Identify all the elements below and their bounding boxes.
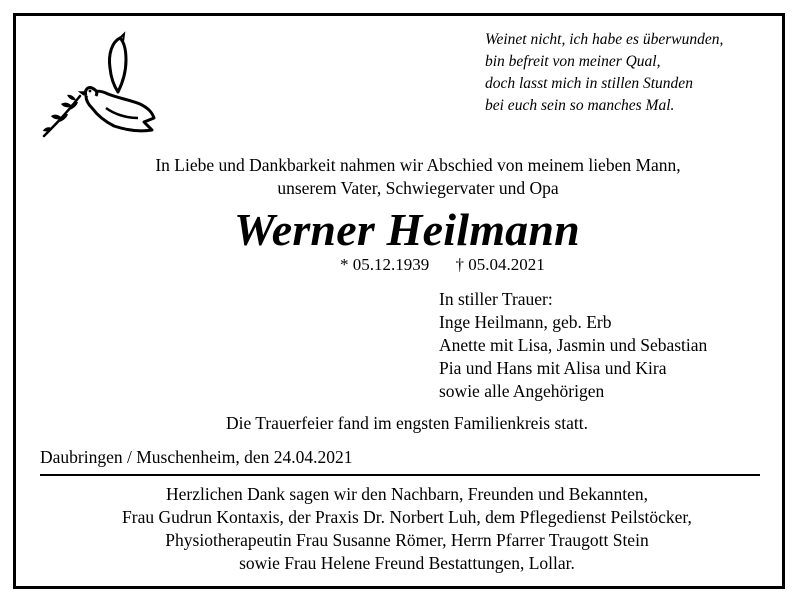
divider-line xyxy=(40,474,760,476)
thanks-line: sowie Frau Helene Freund Bestattungen, Lollar. xyxy=(239,553,575,573)
death-date: † 05.04.2021 xyxy=(455,255,545,274)
poem-line: bin befreit von meiner Qual, xyxy=(485,53,661,70)
thanks-line: Herzlichen Dank sagen wir den Nachbarn, Freunden und Bekannten, xyxy=(165,484,649,504)
poem-line: doch lasst mich in stillen Stunden xyxy=(485,75,693,92)
mourners-list xyxy=(439,288,707,403)
mourner-line: sowie alle Angehörigen xyxy=(439,381,605,401)
poem-line: bei euch sein so manches Mal. xyxy=(485,97,675,114)
life-dates xyxy=(340,254,545,276)
place-and-date: Daubringen / Muschenheim, den 24.04.2021 xyxy=(40,447,353,467)
intro-text xyxy=(58,154,778,200)
poem xyxy=(485,29,785,117)
poem-line: Weinet nicht, ich habe es überwunden, xyxy=(485,31,724,48)
mourner-line: Inge Heilmann, geb. Erb xyxy=(439,312,612,332)
ceremony-note: Die Trauerfeier fand im engsten Familienkreis statt. xyxy=(225,413,589,433)
birth-date: * 05.12.1939 xyxy=(340,255,430,274)
intro-line: unserem Vater, Schwiegervater und Opa xyxy=(277,178,559,198)
intro-line: In Liebe und Dankbarkeit nahmen wir Abschied von meinem lieben Mann, xyxy=(155,155,681,175)
dove-with-olive-branch-icon xyxy=(40,30,160,142)
mourner-line: Pia und Hans mit Alisa und Kira xyxy=(439,358,667,378)
deceased-name: Werner Heilmann xyxy=(234,204,580,255)
mourner-line: Anette mit Lisa, Jasmin und Sebastian xyxy=(439,335,708,355)
thanks-section xyxy=(40,483,774,575)
mourners-heading: In stiller Trauer: xyxy=(439,289,553,309)
thanks-line: Frau Gudrun Kontaxis, der Praxis Dr. Norbert Luh, dem Pflegedienst Peilstöcker, xyxy=(122,507,692,527)
thanks-line: Physiotherapeutin Frau Susanne Römer, Herrn Pfarrer Traugott Stein xyxy=(165,530,649,550)
